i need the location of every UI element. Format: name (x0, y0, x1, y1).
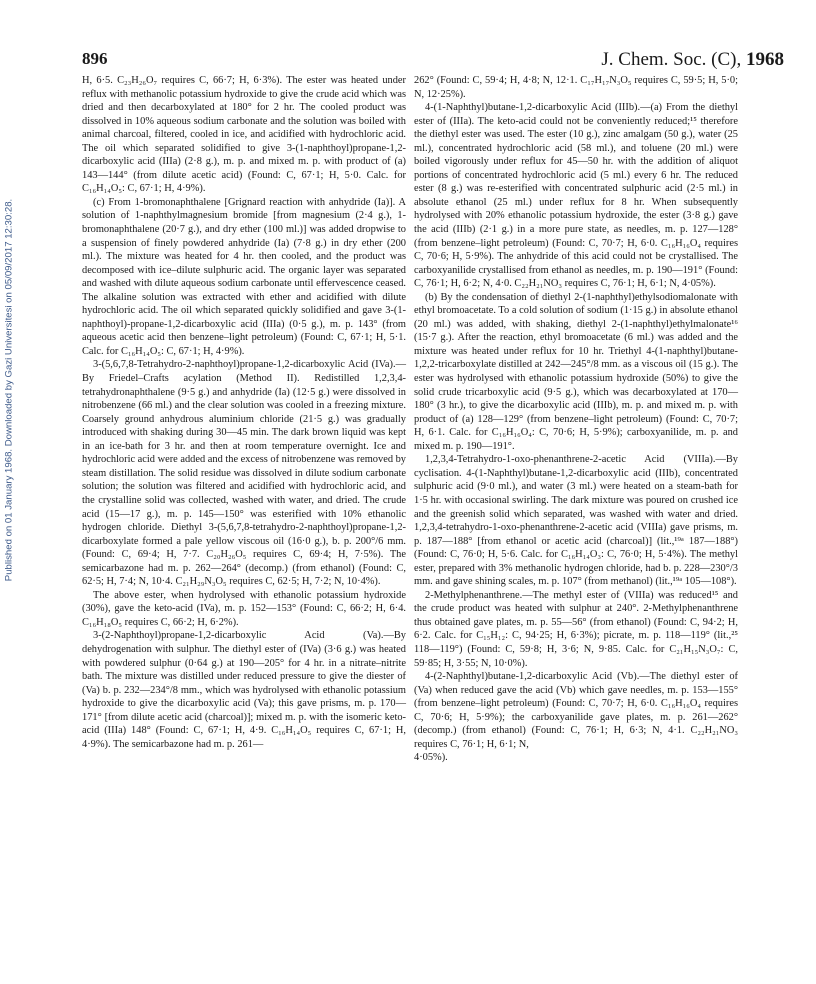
paragraph: H, 6·5. C₂₃H₂₆O₇ requires C, 66·7; H, 6·3%). The ester was heated under reflux with methanolic potassium hydroxide to give the crude acid which was dried and then decarboxylated at 180° for 2 hr. The cooled product was dissolved in 10% aqueous sodium carbonate and the solution was boiled with animal charcoal, filtered, cooled in ice, and acidified with hydrochloric acid. The oil which separated solidified to give 3-(1-naphthoyl)propane-1,2-dicarboxylic acid (IIIa) (2·8 g.), m. p. and mixed m. p. with product of (a) 143—144° (from dilute acetic acid) (Found: C, 67·1; H, 5·0. Calc. for C₁₆H₁₄O₅: C, 67·1; H, 4·9%). (82, 75, 406, 195)
journal-name: J. Chem. Soc. (C), (601, 49, 742, 70)
page-number: 896 (82, 49, 108, 68)
left-column (82, 74, 406, 751)
paragraph: 4·05%). (414, 752, 448, 764)
download-notice-text: Published on 01 January 1968. Downloaded by Gazi Universitesi on 05/09/2017 12:30:28. (3, 198, 15, 582)
right-column (414, 74, 738, 765)
paragraph: 262° (Found: C, 59·4; H, 4·8; N, 12·1. C₁₇H₁₇N₃O₅ requires C, 59·5; H, 5·0; N, 12·25%). (414, 75, 738, 100)
paragraph: (c) From 1-bromonaphthalene [Grignard reaction with anhydride (Ia)]. A solution of 1-naphthylmagnesium bromide [from magnesium (2·4 g.), 1-bromonaphthalene (20·7 g.), and dry ether (100 ml.)] was added dropwise to a suspension of finely powdered anhydride (Ia) (7·8 g.) in dry ether (200 ml.). The mixture was heated for 4 hr. then cooled, and the product was decomposed with ice–dilute sulphuric acid. The organic layer was separated and washed with dilute aqueous sodium carbonate until effervescence ceased. The alkaline solution was extracted with ether and acidified with dilute hydrochloric acid. The oil which separated quickly solidified and gave 3-(1-naphthoyl)-propane-1,2-dicarboxylic acid (IIIa) (0·5 g.), m. p. 143° (from aqueous acetic acid then benzene–light petroleum) (Found: C, 67·1; H, 5·1. Calc. for C₁₆H₁₄O₅: C, 67·1; H, 4·9%). (82, 196, 406, 357)
running-head (601, 49, 784, 71)
download-notice (2, 180, 16, 600)
paragraph: 1,2,3,4-Tetrahydro-1-oxo-phenanthrene-2-acetic Acid (VIIIa).—By cyclisation. 4-(1-Naphthyl)butane-1,2-dicarboxylic acid (IIIb), concentrated sulphuric acid (9·0 ml.), and water (3 ml.) were heated on a steam-bath for 1·5 hr. with occasional swirling. The dark mixture was poured on crushed ice and the greenish solid which separated, was washed with water and dried. 1,2,3,4-tetrahydro-1-oxo-phenanthrene-2-acetic acid (VIIIa) gave prisms, m. p. 187—188° [from ethanol or acetic acid (charcoal)] (lit.,¹⁹ᵃ 187—188°) (Found: C, 76·0; H, 5·6. Calc. for C₁₆H₁₄O₃: C, 76·0; H, 5·4%). The methyl ester, prepared with 3% methanolic hydrogen chloride, had b. p. 228—230°/3 mm. and gave shining scales, m. p. 107° (from methanol) (lit.,¹⁹ᵃ 105—108°). (414, 454, 738, 588)
paragraph: The above ester, when hydrolysed with ethanolic potassium hydroxide (30%), gave the keto-acid (IVa), m. p. 152—153° (Found: C, 66·2; H, 6·4. C₁₆H₁₈O₅ requires C, 66·2; H, 6·2%). (82, 589, 406, 628)
paragraph: 3-(5,6,7,8-Tetrahydro-2-naphthoyl)propane-1,2-dicarboxylic Acid (IVa).—By Friedel–Crafts acylation (Method II). Redistilled 1,2,3,4-tetrahydronaphthalene (9·5 g.) and anhydride (Ia) (12·5 g.) were dissolved in nitrobenzene (66 ml.) and the clear solution was cooled in a freezing mixture. Coarsely ground anhydrous aluminium chloride (21·5 g.) was gradually introduced with shaking during 30—45 min. The dark brown liquid was kept in an ice-bath for 3 hr. and then at room temperature overnight. Ice and hydrochloric acid were added and the excess of nitrobenzene was removed by steam distillation. The solid residue was dissolved in dilute sodium carbonate solution; the solution was filtered and acidified with hydrochloric acid, and the crystalline solid was collected, washed with water, and dried. The crude acid (15—17 g.), m. p. 145—150° was esterified with 10% ethanolic hydrogen chloride. Diethyl 3-(5,6,7,8-tetrahydro-2-naphthoyl)propane-1,2-dicarboxylate formed a pale yellow viscous oil (16·0 g.), b. p. 200°/6 mm. (Found: C, 69·4; H, 7·7. C₂₀H₂₆O₅ requires C, 69·4; H, 7·5%). The semicarbazone had m. p. 262—264° (decomp.) (from ethanol) (Found: C, 62·5; H, 7·4; N, 10·4. C₂₁H₂₉N₃O₅ requires C, 62·5; H, 7·2; N, 10·4%). (82, 359, 406, 588)
paragraph: 4-(2-Naphthyl)butane-1,2-dicarboxylic Acid (Vb).—The diethyl ester of (Va) when reduced gave the acid (Vb) which gave needles, m. p. 153—155° (from benzene–light petroleum) (Found: C, 70·7; H, 6·0. C₁₆H₁₆O₄ requires C, 70·6; H, 5·9%); the carboxyanilide gave plates, m. p. 261—262° (decomp.) (from ethanol) (Found: C, 76·1; H, 6·3; N, 4·1. C₂₂H₂₁NO₃ requires C, 76·1; H, 6·1; N, (414, 671, 738, 750)
paragraph: (b) By the condensation of diethyl 2-(1-naphthyl)ethylsodiomalonate with ethyl bromoacetate. To a cold solution of sodium (1·15 g.) in absolute ethanol (20 ml.) was added, with shaking, diethyl 2-(1-naphthyl)ethylmalonate¹⁶ (15·7 g.). After the reaction, ethyl bromoacetate (6 ml.) was added and the mixture was heated under reflux for 10 hr. Triethyl 4-(1-naphthyl)butane-1,2,2-tricarboxylate distilled at 242—245°/8 mm. as a viscous oil (15 g.). The ester was hydrolysed with ethanolic potassium hydroxide (50%) to give the solid crude tricarboxylic acid (9·5 g.), which was decarboxylated at 170—180° (3 hr.), to give the dicarboxylic acid (IIIb), m. p. and mixed m. p. with product of (a) 128—129° (from benzene–light petroleum) (Found: C, 70·7; H, 6·1. Calc. for C₁₆H₁₆O₄: C, 70·6; H, 5·9%); carboxyanilide, m. p. and mixed m. p. 190—191°. (414, 291, 738, 452)
paragraph: 4-(1-Naphthyl)butane-1,2-dicarboxylic Acid (IIIb).—(a) From the diethyl ester of (IIIa). The keto-acid could not be conveniently reduced;¹⁵ therefore the diethyl ester was used. The ester (10 g.), zinc amalgam (50 g.), water (25 ml.), concentrated hydrochloric acid (58 ml.), and toluene (20 ml.) were boiled vigorously under reflux for 45—50 hr. with the addition of aliquot portions of concentrated hydrochloric acid (5 ml.) every 6 hr. The reduced ester (8 g.) was re-esterified with concentrated sulphuric acid (2·5 ml.) in absolute ethanol (25 ml.) under reflux for 8 hr. When subsequently hydrolysed with 20% ethanolic potassium hydroxide, the ester (3·8 g.) gave the acid (IIIb) (2·1 g.) in a more pure state, as needles, m. p. 127—128° (from benzene–light petroleum) (Found: C, 70·7; H, 6·0. C₁₆H₁₆O₄ requires C, 70·6; H, 5·9%). The anhydride of this acid could not be crystallised. The carboxyanilide crystallised from ethanol as needles, m. p. 190—191° (Found: C, 76·1; H, 6·2; N, 4·0. C₂₂H₂₁NO₃ requires C, 76·1; H, 6·1; N, 4·05%). (414, 102, 738, 290)
paragraph: 2-Methylphenanthrene.—The methyl ester of (VIIIa) was reduced¹⁵ and the crude product was heated with sulphur at 240°. 2-Methylphenanthrene thus obtained gave plates, m. p. 55—56° (from ethanol) (Found: C, 94·2; H, 6·2. Calc. for C₁₅H₁₂: C, 94·25; H, 6·3%); picrate, m. p. 118—119° (lit.,²⁵ 118—119°) (Found: C, 59·8; H, 3·6; N, 9·85. Calc. for C₂₁H₁₅N₃O₇: C, 59·85; H, 3·55; N, 10·0%). (414, 589, 738, 669)
paragraph: 3-(2-Naphthoyl)propane-1,2-dicarboxylic Acid (Va).—By dehydrogenation with sulphur. The diethyl ester of (IVa) (3·6 g.) was heated with powdered sulphur (0·64 g.) at 190—205° for 4 hr. in a nitrate–nitrite bath. The mixture was distilled under reduced pressure to give the diester of (Va) b. p. 232—234°/8 mm., which was hydrolysed with ethanolic potassium hydroxide to give the dicarboxylic acid (Va); this gave prisms, m. p. 170—171° [from dilute acetic acid (charcoal)]; mixed m. p. with the isomeric keto-acid (IIIa) 148° (Found: C, 67·1; H, 4·9. C₁₆H₁₄O₅ requires C, 67·1; H, 4·9%). The semicarbazone had m. p. 261— (82, 630, 406, 750)
journal-year: 1968 (746, 49, 784, 70)
